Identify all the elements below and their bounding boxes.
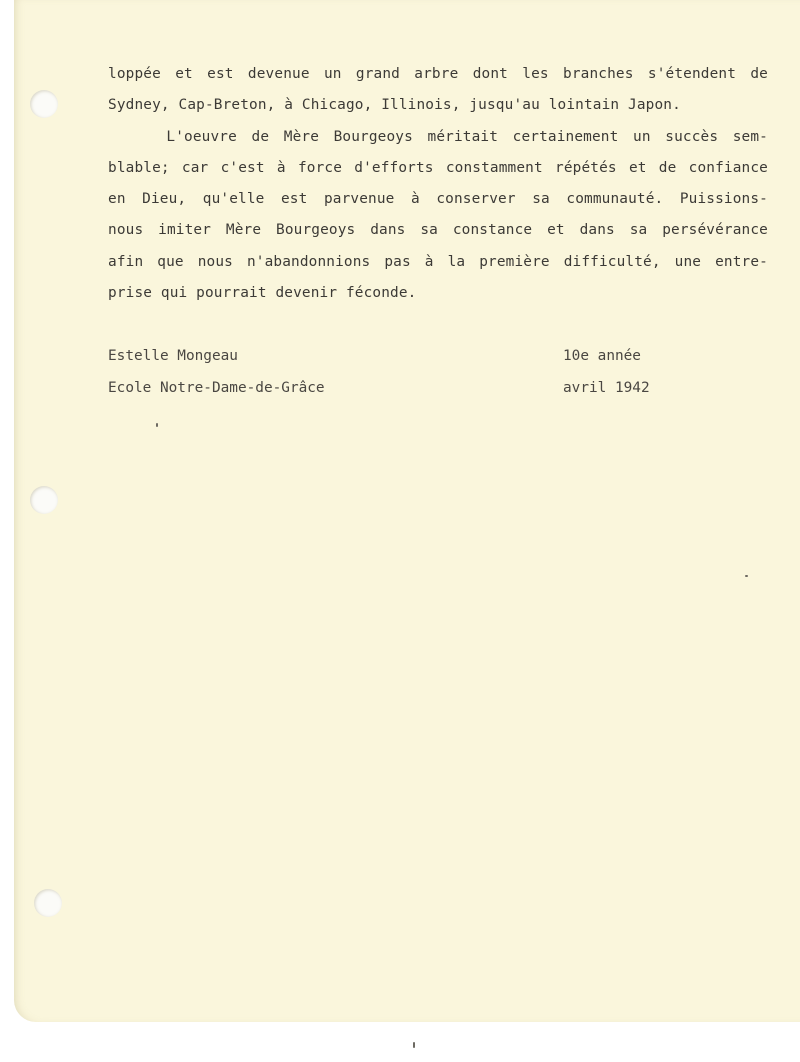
text-line: L'oeuvre de Mère Bourgeoys méritait certainement un succès sem-	[108, 128, 768, 145]
ink-speck	[156, 423, 158, 427]
text-line: Sydney, Cap-Breton, à Chicago, Illinois, jusqu'au lointain Japon.	[108, 97, 681, 114]
signature-school: Ecole Notre-Dame-de-Grâce	[108, 380, 325, 396]
punch-hole-bottom	[34, 889, 62, 917]
ink-speck	[413, 1042, 415, 1048]
body-text	[108, 59, 768, 309]
text-line: loppée et est devenue un grand arbre dont les branches s'étendent de	[108, 66, 768, 82]
signature-date: avril 1942	[563, 380, 650, 396]
text-line: afin que nous n'abandonnions pas à la première difficulté, une entre-	[108, 253, 768, 270]
text-line: en Dieu, qu'elle est parvenue à conserver sa communauté. Puissions-	[108, 191, 768, 208]
signature-grade: 10e année	[563, 348, 641, 364]
punch-hole-middle	[30, 486, 58, 514]
text-line: blable; car c'est à force d'efforts constamment répétés et de confiance	[108, 159, 768, 176]
text-line: nous imiter Mère Bourgeoys dans sa constance et dans sa persévérance	[108, 222, 768, 239]
signature-author: Estelle Mongeau	[108, 348, 238, 364]
ink-speck	[745, 575, 748, 577]
text-line: prise qui pourrait devenir féconde.	[108, 285, 417, 302]
punch-hole-top	[30, 90, 58, 118]
